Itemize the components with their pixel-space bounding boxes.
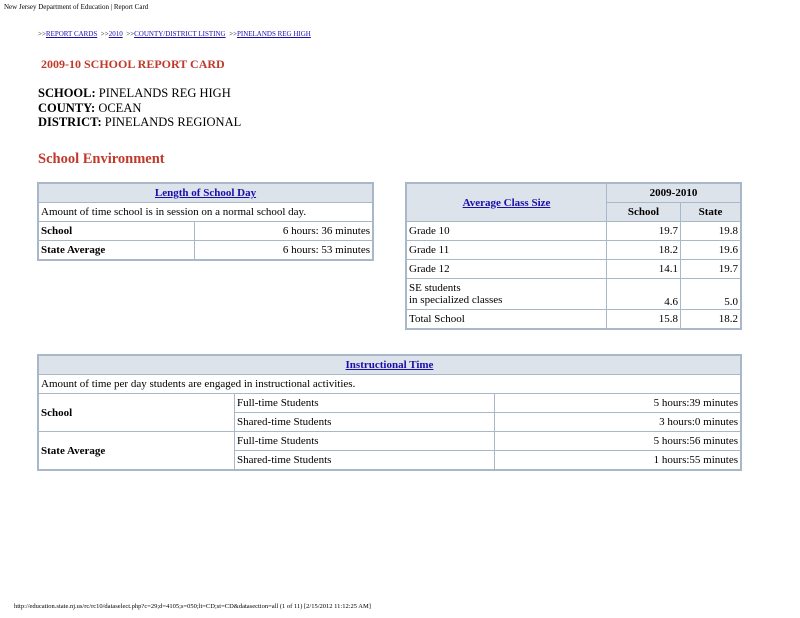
table-row: SE students in specialized classes 4.6 5.0	[407, 279, 741, 310]
class-size-col-school: School	[607, 203, 681, 222]
length-description: Amount of time school is in session on a normal school day.	[39, 203, 373, 222]
length-of-school-day-link[interactable]: Length of School Day	[154, 187, 257, 199]
length-header-cell	[39, 184, 373, 203]
table-row: State Average 6 hours: 53 minutes	[39, 241, 373, 260]
breadcrumb-county-district-listing[interactable]: COUNTY/DISTRICT LISTING	[134, 30, 226, 38]
district-line: DISTRICT: PINELANDS REGIONAL	[38, 115, 242, 129]
breadcrumb: >>REPORT CARDS >>2010 >>COUNTY/DISTRICT LISTING >>PINELANDS REG HIGH	[38, 30, 311, 38]
breadcrumb-school[interactable]: PINELANDS REG HIGH	[236, 30, 311, 38]
window-title: New Jersey Department of Education | Report Card	[4, 3, 149, 11]
county-line: COUNTY: OCEAN	[38, 100, 142, 115]
table-row: School 6 hours: 36 minutes	[39, 222, 373, 241]
school-info	[38, 86, 241, 130]
instructional-description: Amount of time per day students are engaged in instructional activities.	[39, 375, 741, 394]
table-row: Total School 15.8 18.2	[407, 310, 741, 329]
table-row: Grade 12 14.1 19.7	[407, 260, 741, 279]
school-line: SCHOOL: PINELANDS REG HIGH	[38, 86, 231, 100]
table-row: School Full-time Students 5 hours:39 minutes	[39, 394, 741, 413]
table-row: Shared-time Students 3 hours:0 minutes	[39, 413, 741, 432]
section-title: School Environment	[38, 151, 165, 167]
table-row: Grade 10 19.7 19.8	[407, 222, 741, 241]
class-size-header-cell	[407, 184, 607, 222]
average-class-size-link[interactable]: Average Class Size	[462, 196, 551, 209]
report-title: 2009-10 SCHOOL REPORT CARD	[41, 57, 225, 71]
class-size-year: 2009-2010	[607, 184, 741, 203]
breadcrumb-2010[interactable]: 2010	[108, 30, 123, 38]
instructional-time-table	[38, 355, 741, 470]
page-footer-url: http://education.state.nj.us/rc/rc10/dataselect.php?c=29;d=4105;s=050;lt=CD;st=CD&datasection=all (1 of 11) [2/15/2012 11:12:25 AM]	[14, 603, 371, 610]
length-of-school-day-table	[38, 183, 373, 260]
table-row: Grade 11 18.2 19.6	[407, 241, 741, 260]
average-class-size-table	[406, 183, 741, 329]
table-row: Shared-time Students 1 hours:55 minutes	[39, 451, 741, 470]
class-size-col-state: State	[681, 203, 741, 222]
instructional-time-link[interactable]: Instructional Time	[345, 359, 434, 371]
instructional-header-cell	[39, 356, 741, 375]
table-row: State Average Full-time Students 5 hours:56 minutes	[39, 432, 741, 451]
breadcrumb-report-cards[interactable]: REPORT CARDS	[45, 30, 98, 38]
